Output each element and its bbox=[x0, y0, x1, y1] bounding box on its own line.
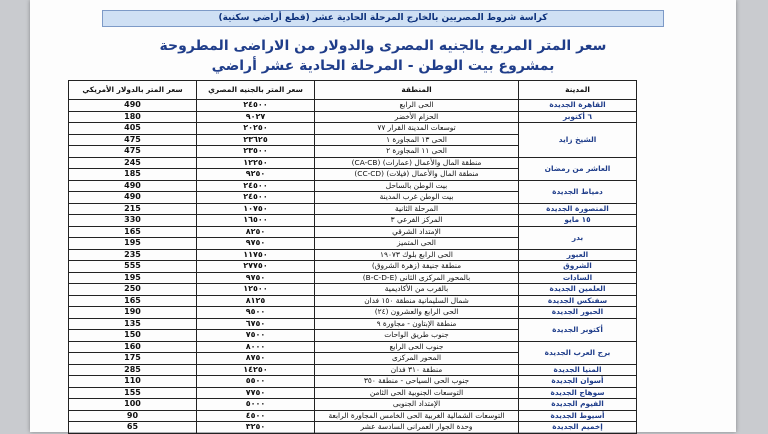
city-cell: بدر bbox=[519, 226, 637, 249]
city-cell: المنصورة الجديدة bbox=[519, 203, 637, 215]
price-egp-cell: ٥٠٠٠ bbox=[197, 399, 315, 411]
table-body bbox=[69, 100, 637, 434]
price-egp-cell: ٩٧٥٠ bbox=[197, 272, 315, 284]
price-table bbox=[68, 80, 637, 434]
price-egp-cell: ٢٣٦٢٥ bbox=[197, 134, 315, 146]
area-cell: جنوب طريق الواحات bbox=[315, 330, 519, 342]
city-cell: العاشر من رمضان bbox=[519, 157, 637, 180]
price-usd-cell: 165 bbox=[69, 226, 197, 238]
city-cell: دمياط الجديدة bbox=[519, 180, 637, 203]
city-cell: العبور bbox=[519, 249, 637, 261]
table-row bbox=[69, 341, 637, 353]
area-cell: المحور المركزى bbox=[315, 353, 519, 365]
area-cell: المركز الفرعي ٣ bbox=[315, 215, 519, 227]
area-cell: بيت الوطن غرب المدينة bbox=[315, 192, 519, 204]
area-cell: بالمحور المركزى الثانى (B-C-D-E) bbox=[315, 272, 519, 284]
price-egp-cell: ٩٧٥٠ bbox=[197, 238, 315, 250]
price-egp-cell: ٧٥٠٠ bbox=[197, 330, 315, 342]
area-cell: الإمتداد الجنوبى bbox=[315, 399, 519, 411]
area-cell: منطقة ٣١٠ فدان bbox=[315, 364, 519, 376]
city-cell: ١٥ مايو bbox=[519, 215, 637, 227]
area-cell: منطقة الإبتاون - مجاورة ٩ bbox=[315, 318, 519, 330]
city-cell: الحبور الجديدة bbox=[519, 307, 637, 319]
price-egp-cell: ١٢٥٠٠ bbox=[197, 284, 315, 296]
price-egp-cell: ١١٧٥٠ bbox=[197, 249, 315, 261]
price-egp-cell: ١٢٢٥٠ bbox=[197, 157, 315, 169]
price-egp-cell: ٢٤٥٠٠ bbox=[197, 100, 315, 112]
city-cell: إخميم الجديدة bbox=[519, 422, 637, 434]
table-header-row bbox=[69, 81, 637, 100]
table-row bbox=[69, 284, 637, 296]
area-cell: المرحلة الثانية bbox=[315, 203, 519, 215]
table-row bbox=[69, 157, 637, 169]
price-egp-cell: ٤٥٠٠ bbox=[197, 410, 315, 422]
area-cell: الحى الرابع بلوك ١٩٠٧٣ bbox=[315, 249, 519, 261]
city-cell: الفيوم الجديدة bbox=[519, 399, 637, 411]
price-usd-cell: 110 bbox=[69, 376, 197, 388]
price-usd-cell: 160 bbox=[69, 341, 197, 353]
table-row bbox=[69, 295, 637, 307]
table-row bbox=[69, 215, 637, 227]
price-egp-cell: ٥٥٠٠ bbox=[197, 376, 315, 388]
price-usd-cell: 155 bbox=[69, 387, 197, 399]
area-cell: بالقرب من الأكاديمية bbox=[315, 284, 519, 296]
area-cell: شمال السليمانية منطقة ١٥٠ فدان bbox=[315, 295, 519, 307]
city-cell: القاهرة الجديدة bbox=[519, 100, 637, 112]
city-cell: سفنكس الجديدة bbox=[519, 295, 637, 307]
price-egp-cell: ٨٠٠٠ bbox=[197, 341, 315, 353]
area-cell: بيت الوطن بالساحل bbox=[315, 180, 519, 192]
price-usd-cell: 490 bbox=[69, 100, 197, 112]
table-row bbox=[69, 376, 637, 388]
area-cell: الحزام الأخضر bbox=[315, 111, 519, 123]
price-egp-cell: ٩٥٠٠ bbox=[197, 307, 315, 319]
price-usd-cell: 185 bbox=[69, 169, 197, 181]
city-cell: أسوان الجديدة bbox=[519, 376, 637, 388]
table-row bbox=[69, 180, 637, 192]
document-banner: كراسة شروط المصريين بالخارج المرحلة الحادية عشر (قطع أراضي سكنية) bbox=[102, 10, 664, 27]
city-cell: المنيا الجديدة bbox=[519, 364, 637, 376]
table-row bbox=[69, 123, 637, 135]
page-subtitle: بمشروع بيت الوطن - المرحلة الحادية عشر أراضي bbox=[211, 58, 555, 74]
header-area: المنطقة bbox=[315, 81, 519, 100]
city-cell: العلمين الجديدة bbox=[519, 284, 637, 296]
city-cell: ٦ أكتوبر bbox=[519, 111, 637, 123]
price-egp-cell: ٢٧٧٥٠ bbox=[197, 261, 315, 273]
price-usd-cell: 245 bbox=[69, 157, 197, 169]
city-cell: سوهاج الجديدة bbox=[519, 387, 637, 399]
area-cell: الحى الرابع والعشرون (٢٤) bbox=[315, 307, 519, 319]
price-usd-cell: 330 bbox=[69, 215, 197, 227]
table-row bbox=[69, 318, 637, 330]
header-city: المدينة bbox=[519, 81, 637, 100]
area-cell: التوسعات الشمالية الغربية الحى الخامس المجاورة الرابعة bbox=[315, 410, 519, 422]
price-usd-cell: 490 bbox=[69, 180, 197, 192]
price-usd-cell: 90 bbox=[69, 410, 197, 422]
price-egp-cell: ٢٣٥٠٠ bbox=[197, 146, 315, 158]
price-usd-cell: 180 bbox=[69, 111, 197, 123]
price-egp-cell: ٦٧٥٠ bbox=[197, 318, 315, 330]
area-cell: الحى ١٣ المجاورة ١ bbox=[315, 134, 519, 146]
area-cell: الحى المتميز bbox=[315, 238, 519, 250]
price-egp-cell: ٣٢٥٠ bbox=[197, 422, 315, 434]
area-cell: منطقة المال والأعمال (عمارات) (CA-CB) bbox=[315, 157, 519, 169]
price-egp-cell: ٩٢٥٠ bbox=[197, 169, 315, 181]
table-row bbox=[69, 226, 637, 238]
area-cell: الحى ١١ المجاورة ٢ bbox=[315, 146, 519, 158]
page-title: سعر المتر المربع بالجنيه المصرى والدولار من الاراضى المطروحة bbox=[159, 38, 607, 54]
city-cell: الشيخ زايد bbox=[519, 123, 637, 158]
city-cell: أكتوبر الجديدة bbox=[519, 318, 637, 341]
price-usd-cell: 215 bbox=[69, 203, 197, 215]
price-egp-cell: ٩٠٢٧ bbox=[197, 111, 315, 123]
table-row bbox=[69, 307, 637, 319]
area-cell: الإمتداد الشرقي bbox=[315, 226, 519, 238]
price-usd-cell: 285 bbox=[69, 364, 197, 376]
area-cell: توسعات المدينة القرار ٧٧ bbox=[315, 123, 519, 135]
price-usd-cell: 135 bbox=[69, 318, 197, 330]
area-cell: منطقة جنيفة (زهرة الشروق) bbox=[315, 261, 519, 273]
table-row bbox=[69, 249, 637, 261]
table-row bbox=[69, 111, 637, 123]
header-price-usd: سعر المتر بالدولار الأمريكي bbox=[69, 81, 197, 100]
price-egp-cell: ١٤٢٥٠ bbox=[197, 364, 315, 376]
price-egp-cell: ٢٠٢٥٠ bbox=[197, 123, 315, 135]
price-usd-cell: 150 bbox=[69, 330, 197, 342]
table-row bbox=[69, 422, 637, 434]
table-row bbox=[69, 399, 637, 411]
price-usd-cell: 555 bbox=[69, 261, 197, 273]
price-usd-cell: 475 bbox=[69, 134, 197, 146]
table-row bbox=[69, 364, 637, 376]
city-cell: برج العرب الجديدة bbox=[519, 341, 637, 364]
price-egp-cell: ١٠٧٥٠ bbox=[197, 203, 315, 215]
price-usd-cell: 100 bbox=[69, 399, 197, 411]
header-price-egp: سعر المتر بالجنيه المصري bbox=[197, 81, 315, 100]
area-cell: الحى الرابع bbox=[315, 100, 519, 112]
price-usd-cell: 250 bbox=[69, 284, 197, 296]
price-egp-cell: ٢٤٥٠٠ bbox=[197, 180, 315, 192]
price-egp-cell: ٢٤٥٠٠ bbox=[197, 192, 315, 204]
price-egp-cell: ٨٧٥٠ bbox=[197, 353, 315, 365]
area-cell: جنوب الحى الرابع bbox=[315, 341, 519, 353]
city-cell: أسيوط الجديدة bbox=[519, 410, 637, 422]
price-usd-cell: 195 bbox=[69, 238, 197, 250]
table-row bbox=[69, 100, 637, 112]
area-cell: وحدة الجوار العمرانى السادسة عشر bbox=[315, 422, 519, 434]
table-row bbox=[69, 272, 637, 284]
city-cell: السادات bbox=[519, 272, 637, 284]
price-usd-cell: 165 bbox=[69, 295, 197, 307]
table-row bbox=[69, 203, 637, 215]
table-row bbox=[69, 410, 637, 422]
city-cell: الشروق bbox=[519, 261, 637, 273]
area-cell: منطقة المال والأعمال (فيلات) (CC-CD) bbox=[315, 169, 519, 181]
price-egp-cell: ٨٢٥٠ bbox=[197, 226, 315, 238]
price-usd-cell: 175 bbox=[69, 353, 197, 365]
table-row bbox=[69, 387, 637, 399]
price-egp-cell: ٨١٢٥ bbox=[197, 295, 315, 307]
price-usd-cell: 475 bbox=[69, 146, 197, 158]
price-usd-cell: 490 bbox=[69, 192, 197, 204]
price-usd-cell: 190 bbox=[69, 307, 197, 319]
area-cell: التوسعات الجنوبية الحى الثامن bbox=[315, 387, 519, 399]
area-cell: جنوب الحى السياحى - منطقة ٣٥٠ bbox=[315, 376, 519, 388]
price-usd-cell: 195 bbox=[69, 272, 197, 284]
price-usd-cell: 65 bbox=[69, 422, 197, 434]
price-egp-cell: ٧٧٥٠ bbox=[197, 387, 315, 399]
price-egp-cell: ١٦٥٠٠ bbox=[197, 215, 315, 227]
price-usd-cell: 405 bbox=[69, 123, 197, 135]
price-usd-cell: 235 bbox=[69, 249, 197, 261]
table-row bbox=[69, 261, 637, 273]
